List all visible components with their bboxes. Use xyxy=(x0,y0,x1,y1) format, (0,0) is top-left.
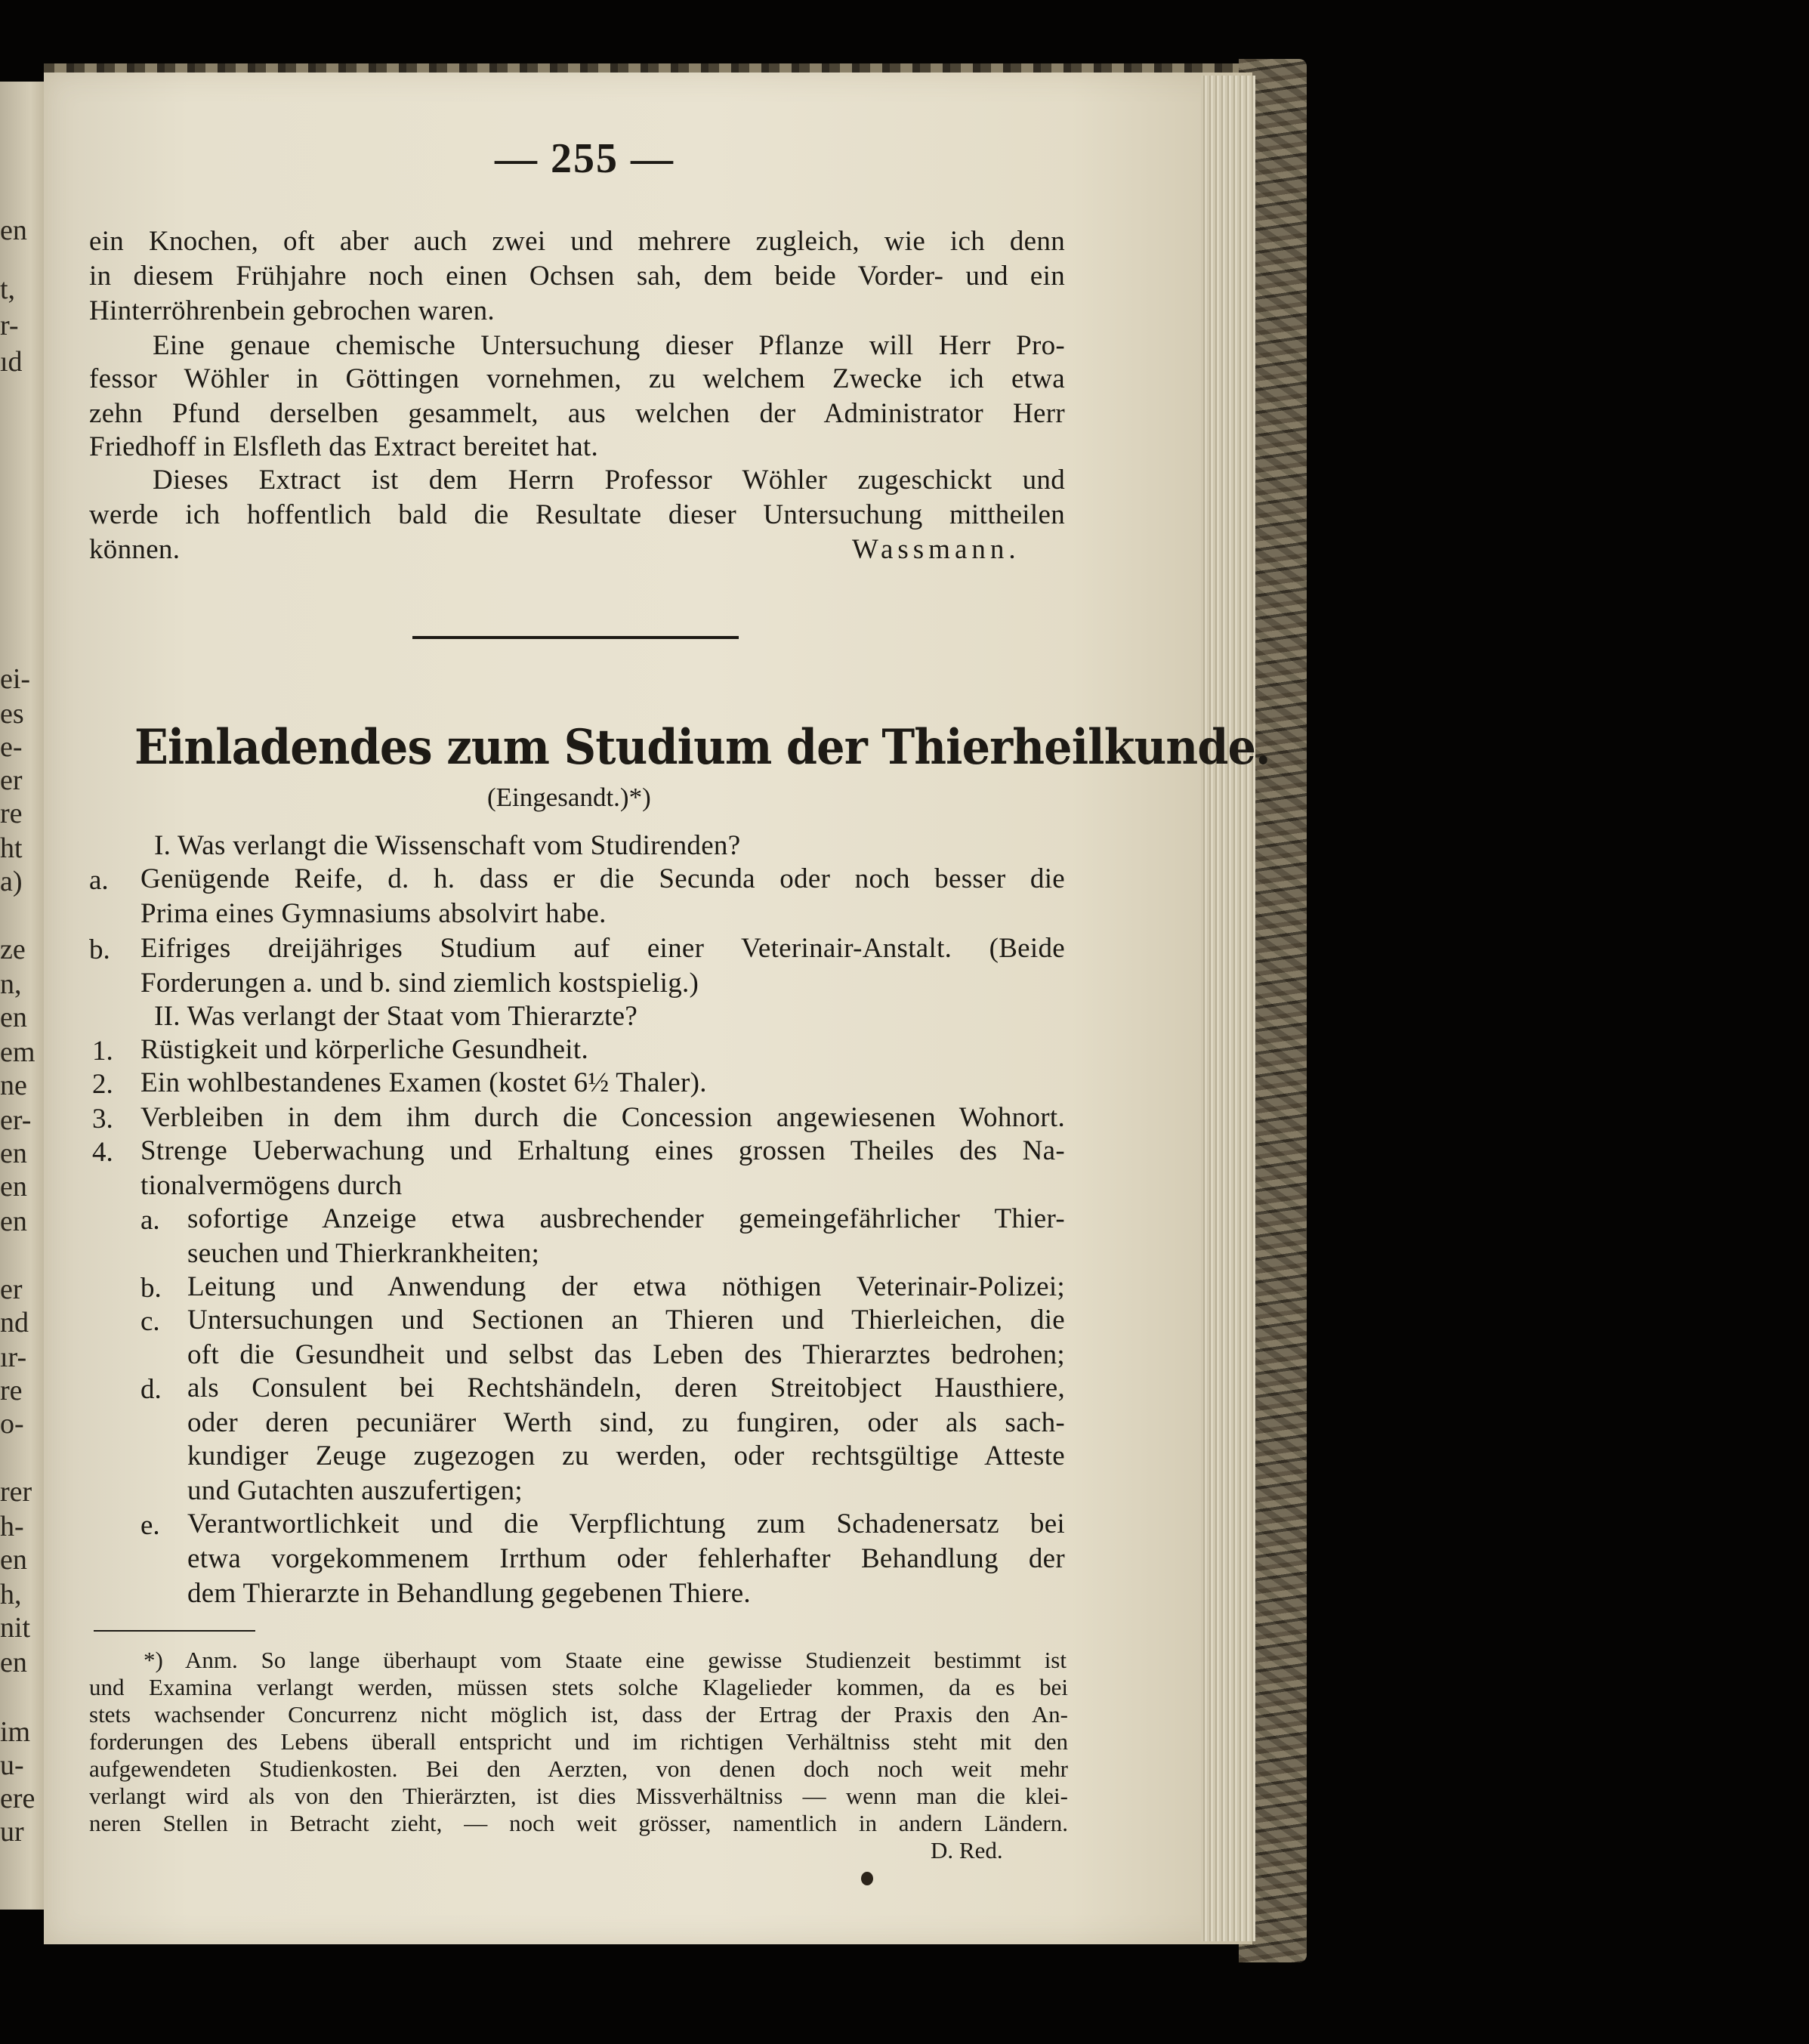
margin-fragment: ht xyxy=(0,832,23,864)
margin-fragment: h- xyxy=(0,1511,24,1542)
list-marker: a. xyxy=(89,865,109,896)
sublist-item-line: sofortige Anzeige etwa ausbrechender gemeingefährlicher Thier- xyxy=(187,1203,1065,1234)
sublist-item-line: oft die Gesundheit und selbst das Leben des Thierarztes bedrohen; xyxy=(187,1339,1065,1370)
footnote-line: neren Stellen in Betracht zieht, — noch weit grösser, namentlich in andern Ländern. xyxy=(89,1810,1068,1836)
list-item-line: Verbleiben in dem ihm durch die Concession angewiesenen Wohnort. xyxy=(140,1102,1065,1133)
margin-fragment: er- xyxy=(0,1104,32,1136)
author-signature: Wassmann. xyxy=(852,534,1020,565)
sublist-item-line: oder deren pecuniärer Werth sind, zu fungiren, oder als sach- xyxy=(187,1407,1065,1438)
sublist-item-line: Verantwortlichkeit und die Verpflichtung zum Schadenersatz bei xyxy=(187,1508,1065,1539)
margin-fragment: nit xyxy=(0,1612,31,1644)
margin-fragment: h, xyxy=(0,1579,22,1610)
margin-fragment: o- xyxy=(0,1408,24,1440)
body-line: ein Knochen, oft aber auch zwei und mehrere zugleich, wie ich denn xyxy=(89,226,1065,257)
margin-fragment: im xyxy=(0,1716,31,1748)
margin-fragment: a) xyxy=(0,866,23,897)
body-line: in diesem Frühjahre noch einen Ochsen sah, dem beide Vorder- und ein xyxy=(89,261,1065,292)
ink-spot xyxy=(861,1872,873,1885)
sublist-marker: b. xyxy=(140,1273,162,1304)
margin-fragment: re xyxy=(0,1375,23,1406)
list-item-line: tionalvermögens durch xyxy=(140,1170,403,1201)
margin-fragment: en xyxy=(0,215,27,246)
sublist-item-line: seuchen und Thierkrankheiten; xyxy=(187,1238,540,1269)
footnote-line: stets wachsender Concurrenz nicht möglich ist, dass der Ertrag der Praxis den An- xyxy=(89,1701,1068,1728)
sublist-item-line: dem Thierarzte in Behandlung gegebenen Thiere. xyxy=(187,1578,751,1609)
margin-fragment: u- xyxy=(0,1749,24,1781)
list-marker: 4. xyxy=(92,1137,113,1168)
footnote-line: *) Anm. So lange überhaupt vom Staate eine gewisse Studienzeit bestimmt ist xyxy=(144,1647,1067,1673)
margin-fragment: en xyxy=(0,1138,27,1169)
footnote-line: forderungen des Lebens überall entspricht und im richtigen Verhältniss steht mit den xyxy=(89,1728,1068,1755)
margin-fragment: ne xyxy=(0,1070,27,1101)
margin-fragment: r- xyxy=(0,310,19,341)
sublist-marker: c. xyxy=(140,1306,160,1337)
body-line: können. xyxy=(89,534,181,565)
page-number: — 255 — xyxy=(495,135,675,182)
list-item-line: Prima eines Gymnasiums absolvirt habe. xyxy=(140,898,607,929)
body-line: zehn Pfund derselben gesammelt, aus welchen der Administrator Herr xyxy=(89,398,1065,429)
margin-fragment: rer xyxy=(0,1476,32,1508)
body-line: fessor Wöhler in Göttingen vornehmen, zu welchem Zwecke ich etwa xyxy=(89,363,1065,394)
section-heading: II. Was verlangt der Staat vom Thierarzte? xyxy=(154,1001,638,1032)
margin-fragment: en xyxy=(0,1171,27,1203)
margin-fragment: ır- xyxy=(0,1342,27,1373)
list-marker: 3. xyxy=(92,1104,113,1135)
body-line: werde ich hoffentlich bald die Resultate dieser Untersuchung mittheilen xyxy=(89,499,1065,530)
margin-fragment: e- xyxy=(0,731,23,763)
body-line: Dieses Extract ist dem Herrn Professor Wöhler zugeschickt und xyxy=(153,465,1065,496)
margin-fragment: en xyxy=(0,1002,27,1033)
previous-page-edge xyxy=(0,82,44,1910)
sublist-marker: e. xyxy=(140,1510,160,1541)
margin-fragment: en xyxy=(0,1544,27,1576)
margin-fragment: em xyxy=(0,1036,36,1068)
sublist-item-line: etwa vorgekommenem Irrthum oder fehlerhafter Behandlung der xyxy=(187,1543,1065,1574)
sublist-item-line: Untersuchungen und Sectionen an Thieren und Thierleichen, die xyxy=(187,1305,1065,1335)
footnote-line: aufgewendeten Studienkosten. Bei den Aerzten, von denen doch noch weit mehr xyxy=(89,1755,1068,1782)
body-line: Hinterröhrenbein gebrochen waren. xyxy=(89,295,495,326)
body-line: Friedhoff in Elsfleth das Extract bereitet hat. xyxy=(89,431,599,462)
margin-fragment: re xyxy=(0,798,23,829)
margin-fragment: t, xyxy=(0,273,16,305)
section-heading: I. Was verlangt die Wissenschaft vom Studirenden? xyxy=(154,830,741,861)
margin-fragment: ıd xyxy=(0,346,23,378)
margin-fragment: nd xyxy=(0,1307,29,1338)
list-marker: 1. xyxy=(92,1036,113,1067)
margin-fragment: er xyxy=(0,1274,23,1305)
body-line: Eine genaue chemische Untersuchung dieser Pflanze will Herr Pro- xyxy=(153,330,1065,361)
list-marker: 2. xyxy=(92,1069,113,1100)
list-marker: b. xyxy=(89,934,110,965)
sublist-item-line: und Gutachten auszufertigen; xyxy=(187,1475,523,1506)
list-item-line: Forderungen a. und b. sind ziemlich kostspielig.) xyxy=(140,968,699,999)
article-subtitle: (Eingesandt.)*) xyxy=(487,783,651,812)
page-stack-edges xyxy=(1201,76,1255,1941)
margin-fragment: en xyxy=(0,1647,27,1678)
margin-fragment: ere xyxy=(0,1783,36,1814)
sublist-marker: d. xyxy=(140,1374,162,1405)
list-item-line: Eifriges dreijähriges Studium auf einer Veterinair-Anstalt. (Beide xyxy=(140,933,1065,964)
footnote-line: verlangt wird als von den Thierärzten, ist dies Missverhältniss — wenn man die klei- xyxy=(89,1783,1068,1809)
margin-fragment: en xyxy=(0,1206,27,1237)
footnote-signature: D. Red. xyxy=(931,1837,1003,1863)
list-item-line: Strenge Ueberwachung und Erhaltung eines grossen Theiles des Na- xyxy=(140,1135,1065,1166)
list-item-line: Genügende Reife, d. h. dass er die Secunda oder noch besser die xyxy=(140,863,1065,894)
sublist-marker: a. xyxy=(140,1205,160,1236)
margin-fragment: ei- xyxy=(0,663,31,695)
margin-fragment: ur xyxy=(0,1816,24,1848)
margin-fragment: n, xyxy=(0,968,22,1000)
sublist-item-line: als Consulent bei Rechtshändeln, deren Streitobject Hausthiere, xyxy=(187,1372,1065,1403)
article-title: Einladendes zum Studium der Thierheilkunde. xyxy=(134,719,1270,776)
list-item-line: Ein wohlbestandenes Examen (kostet 6½ Thaler). xyxy=(140,1067,707,1098)
margin-fragment: es xyxy=(0,698,24,730)
footnote-rule xyxy=(94,1630,255,1632)
sublist-item-line: Leitung und Anwendung der etwa nöthigen Veterinair-Polizei; xyxy=(187,1271,1065,1302)
margin-fragment: ze xyxy=(0,934,26,965)
section-divider xyxy=(412,636,739,639)
list-item-line: Rüstigkeit und körperliche Gesundheit. xyxy=(140,1034,589,1065)
sublist-item-line: kundiger Zeuge zugezogen zu werden, oder rechtsgültige Atteste xyxy=(187,1440,1065,1471)
margin-fragment: er xyxy=(0,764,23,796)
footnote-line: und Examina verlangt werden, müssen stets solche Klagelieder kommen, da es bei xyxy=(89,1674,1068,1700)
